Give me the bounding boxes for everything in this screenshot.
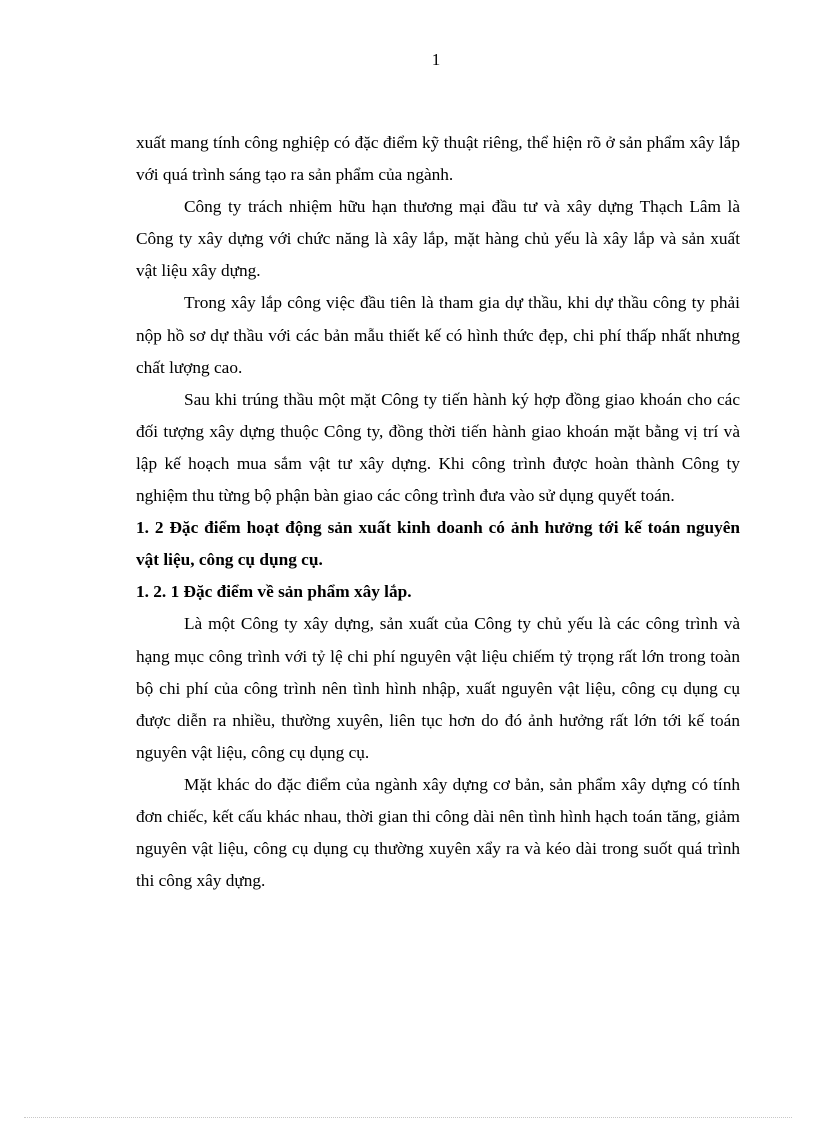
body-paragraph: Sau khi trúng thầu một mặt Công ty tiến hành ký hợp đồng giao khoán cho các đối tượng xây dựng thuộc Công ty, đồng thời tiến hành giao khoán mặt bằng vị trí và lập kế hoạch mua sắm vật tư xây dựng. Khi công trình được hoàn thành Công ty nghiệm thu từng bộ phận bàn giao các công trình đưa vào sử dụng quyết toán. bbox=[136, 389, 740, 506]
body-paragraph: Mặt khác do đặc điểm của ngành xây dựng cơ bản, sản phẩm xây dựng có tính đơn chiếc, kết cấu khác nhau, thời gian thi công dài nên tình hình hạch toán tăng, giảm nguyên vật liệu, công cụ dụng cụ thường xuyên xẩy ra và kéo dài trong suốt quá trình thi công xây dựng. bbox=[136, 774, 740, 891]
section-heading: 1. 2 Đặc điểm hoạt động sản xuất kinh doanh có ảnh hưởng tới kế toán nguyên vật liệu, công cụ dụng cụ. bbox=[136, 518, 740, 570]
body-paragraph: xuất mang tính công nghiệp có đặc điểm kỹ thuật riêng, thể hiện rõ ở sản phẩm xây lắp với quá trình sáng tạo ra sản phẩm của ngành. bbox=[136, 133, 740, 185]
subsection-heading: 1. 2. 1 Đặc điểm về sản phẩm xây lắp. bbox=[136, 582, 412, 602]
body-paragraph: Trong xây lắp công việc đầu tiên là tham gia dự thầu, khi dự thầu công ty phải nộp hồ sơ dự thầu với các bản mẫu thiết kế có hình thức đẹp, chi phí thấp nhất nhưng chất lượng cao. bbox=[136, 293, 740, 377]
body-paragraph: Là một Công ty xây dựng, sản xuất của Công ty chủ yếu là các công trình và hạng mục công trình với tỷ lệ chi phí nguyên vật liệu chiếm tỷ trọng rất lớn trong toàn bộ chi phí của công trình nên tình hình nhập, xuất nguyên vật liệu, công cụ dụng cụ được diễn ra nhiều, thường xuyên, liên tục hơn do đó ảnh hưởng rất lớn tới kế toán nguyên vật liệu, công cụ dụng cụ. bbox=[136, 614, 740, 762]
document-body bbox=[136, 127, 740, 897]
page-number: 1 bbox=[431, 50, 441, 69]
body-paragraph: Công ty trách nhiệm hữu hạn thương mại đầu tư và xây dựng Thạch Lâm là Công ty xây dựng với chức năng là xây lắp, mặt hàng chủ yếu là xây lắp và sản xuất vật liệu xây dựng. bbox=[136, 197, 740, 281]
page-bottom-divider bbox=[24, 1117, 792, 1118]
